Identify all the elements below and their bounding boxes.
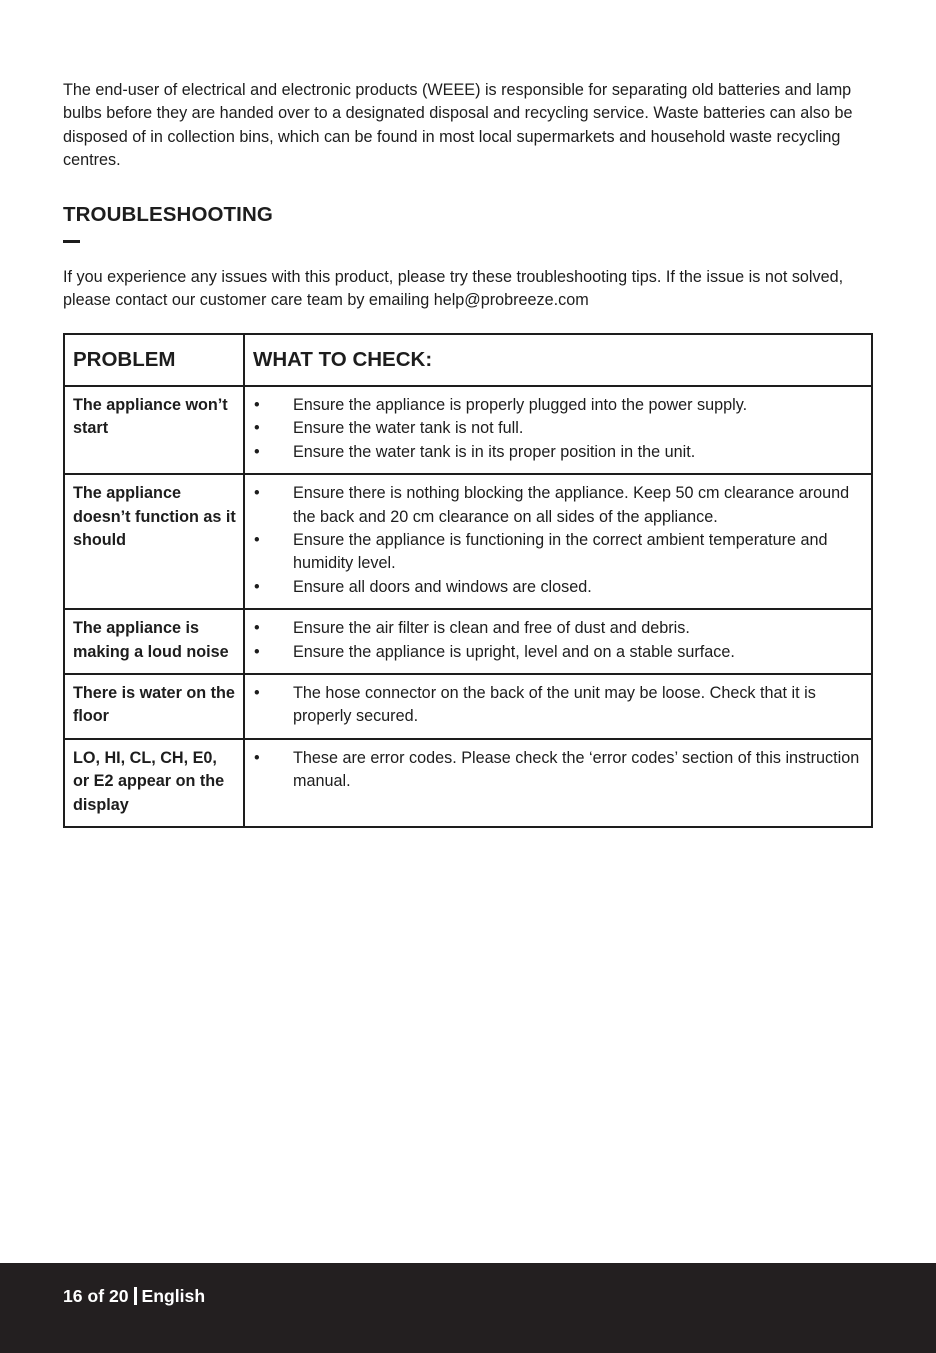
- bullet-icon: •: [254, 396, 260, 414]
- check-cell: [244, 674, 872, 739]
- check-text: Ensure the water tank is not full.: [293, 419, 524, 438]
- problem-cell: The appliance doesn’t function as it should: [64, 474, 244, 609]
- problem-cell: LO, HI, CL, CH, E0, or E2 appear on the display: [64, 739, 244, 827]
- section-heading: TROUBLESHOOTING: [63, 203, 273, 226]
- check-text: Ensure there is nothing blocking the appliance. Keep 50 cm clearance around the back and 20 cm clearance on all sides of the appliance.: [293, 484, 850, 526]
- check-item: [253, 641, 861, 664]
- bullet-icon: •: [254, 684, 260, 703]
- check-text: Ensure the appliance is properly plugged into the power supply.: [293, 396, 748, 414]
- check-text: Ensure the water tank is in its proper position in the unit.: [293, 442, 696, 461]
- page-footer: [0, 1263, 936, 1353]
- table-row: [64, 474, 872, 609]
- table-row: [64, 609, 872, 674]
- check-text: Ensure the appliance is functioning in the correct ambient temperature and humidity level.: [293, 531, 828, 573]
- footer-label: [63, 1286, 205, 1307]
- bullet-icon: •: [254, 531, 260, 550]
- header-what-to-check: WHAT TO CHECK:: [244, 334, 872, 386]
- bullet-icon: •: [254, 642, 260, 661]
- check-cell: [244, 386, 872, 474]
- check-item: [253, 576, 861, 599]
- check-item: [253, 441, 861, 464]
- troubleshooting-table: [63, 333, 873, 828]
- check-item: [253, 394, 861, 417]
- bullet-icon: •: [254, 442, 260, 461]
- table-header-row: [64, 334, 872, 386]
- separator-bar: [134, 1287, 137, 1305]
- bullet-icon: •: [254, 748, 260, 767]
- table-row: [64, 674, 872, 739]
- check-text: Ensure the appliance is upright, level and on a stable surface.: [293, 642, 735, 661]
- table-row: [64, 386, 872, 474]
- check-item: [253, 529, 861, 576]
- check-item: [253, 617, 861, 640]
- check-list: [253, 617, 861, 664]
- check-text: Ensure the air filter is clean and free of dust and debris.: [293, 619, 690, 638]
- check-cell: [244, 739, 872, 827]
- check-item: [253, 682, 861, 729]
- heading-underline: [63, 240, 80, 243]
- check-list: [253, 682, 861, 729]
- page-number: 16 of 20: [63, 1286, 129, 1306]
- check-item: [253, 417, 861, 440]
- check-text: The hose connector on the back of the unit may be loose. Check that it is properly secured.: [293, 684, 816, 726]
- intro-paragraph: The end-user of electrical and electronic products (WEEE) is responsible for separating old batteries and lamp bulbs before they are handed over to a designated disposal and recycling service. Waste batteries can also be disposed of in collection bins, which can be found in most local supermarkets and household waste recycling centres.: [63, 81, 853, 169]
- check-item: [253, 747, 861, 794]
- check-item: [253, 482, 861, 529]
- problem-cell: The appliance is making a loud noise: [64, 609, 244, 674]
- bullet-icon: •: [254, 619, 260, 638]
- check-cell: [244, 609, 872, 674]
- header-problem: PROBLEM: [64, 334, 244, 386]
- check-list: [253, 482, 861, 599]
- check-text: Ensure all doors and windows are closed.: [293, 577, 592, 596]
- footer-language: English: [141, 1286, 206, 1306]
- check-list: [253, 747, 861, 794]
- check-cell: [244, 474, 872, 609]
- bullet-icon: •: [254, 577, 260, 596]
- bullet-icon: •: [254, 484, 260, 503]
- check-text: These are error codes. Please check the ‘error codes’ section of this instruction manual.: [293, 748, 860, 791]
- check-list: [253, 394, 861, 464]
- problem-cell: There is water on the floor: [64, 674, 244, 739]
- table-row: [64, 739, 872, 827]
- troubleshooting-intro: If you experience any issues with this product, please try these troubleshooting tips. If the issue is not solved, please contact our customer care team by emailing help@probreeze.com: [63, 268, 844, 310]
- bullet-icon: •: [254, 419, 260, 438]
- problem-cell: The appliance won’t start: [64, 386, 244, 474]
